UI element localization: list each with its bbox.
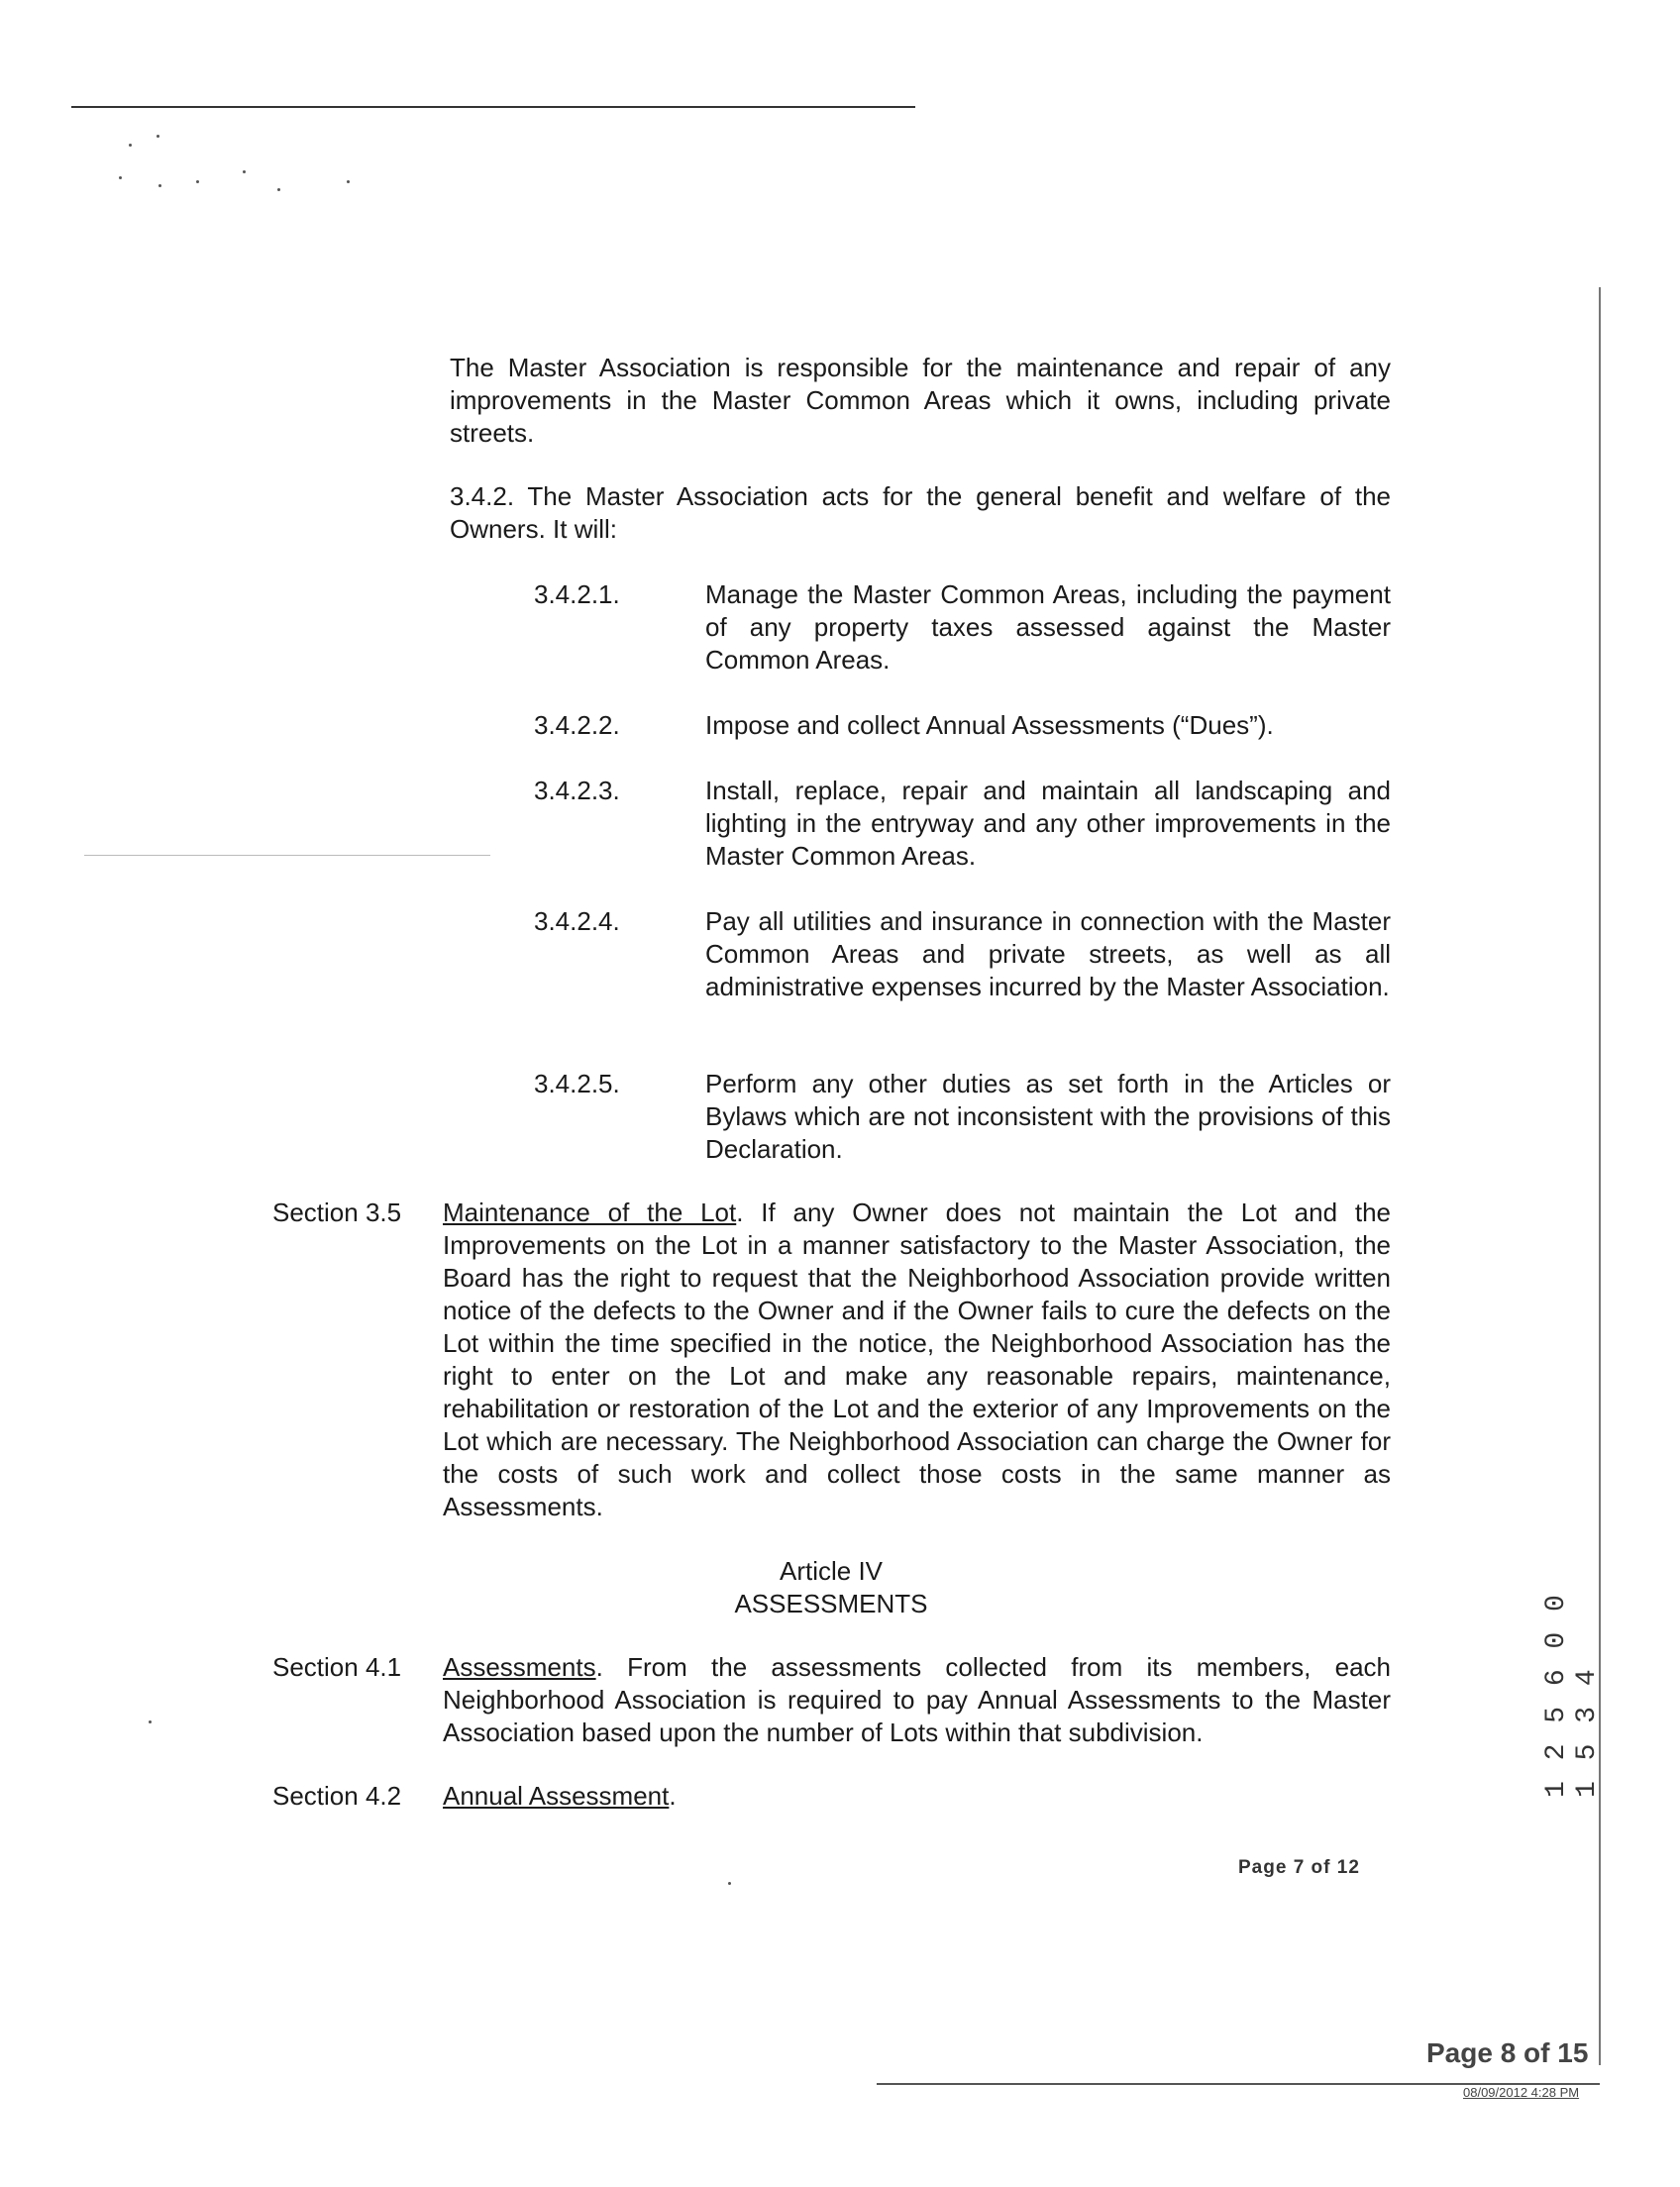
section-4-1-heading: Assessments: [443, 1652, 596, 1682]
section-4-2-label: Section 4.2: [272, 1781, 402, 1811]
scan-speck: [243, 170, 246, 173]
item-number: 3.4.2.2.: [534, 710, 620, 740]
item-number: 3.4.2.4.: [534, 906, 620, 936]
section-4-1-text: . From the assessments collected from its members, each Neighborhood Association is required to pay Annual Assessments to the Master Association based upon the number of Lots within that subdivision.: [443, 1652, 1391, 1747]
right-margin-rule: [1599, 287, 1601, 2065]
scan-speck: [196, 180, 199, 183]
item-text: Pay all utilities and insurance in connection with the Master Common Areas and private streets, as well as all administrative expenses incurred by the Master Association.: [705, 906, 1391, 1001]
article-title: ASSESSMENTS: [734, 1589, 928, 1618]
section-4-1-body: [443, 1651, 1391, 1749]
section-4-1-label: Section 4.1: [272, 1652, 402, 1682]
stamp-page-number: Page 8 of 15: [1426, 2037, 1589, 2068]
item-number: 3.4.2.5.: [534, 1069, 620, 1098]
section-3-5-label: Section 3.5: [272, 1198, 402, 1227]
scan-speck: [157, 135, 159, 138]
scan-speck: [728, 1882, 731, 1885]
recording-number: 1 2 5 6 0 0 1 5 3 4: [1541, 1593, 1603, 1798]
scan-speck: [129, 144, 132, 147]
scan-speck: [277, 188, 280, 191]
article-number: Article IV: [779, 1556, 884, 1586]
section-3-5-text: . If any Owner does not maintain the Lot and the Improvements on the Lot in a manner satisfactory to the Master Association, the Board has the right to request that the Neighborhood Association provide written notice of the defects to the Owner and if the Owner fails to cure the defects on the Lot within the time specified in the notice, the Neighborhood Association has the right to enter on the Lot and make any reasonable repairs, maintenance, rehabilitation or restoration of the Lot and the exterior of any Improvements on the Lot which are necessary. The Neighborhood Association can charge the Owner for the costs of such work and collect those costs in the same manner as Assessments.: [443, 1198, 1391, 1521]
section-3-5-body: [443, 1197, 1391, 1523]
section-4-2-text: .: [669, 1781, 677, 1811]
top-rule: [71, 106, 915, 108]
item-number: 3.4.2.1.: [534, 579, 620, 609]
item-text: Manage the Master Common Areas, including the payment of any property taxes assessed against the Master Common Areas.: [705, 579, 1391, 675]
item-text: Perform any other duties as set forth in the Articles or Bylaws which are not inconsistent with the provisions of this Declaration.: [705, 1069, 1391, 1164]
scan-speck: [158, 184, 161, 187]
section-4-2-heading: Annual Assessment: [443, 1781, 670, 1811]
item-text: Install, replace, repair and maintain all landscaping and lighting in the entryway and any other improvements in the Master Common Areas.: [705, 776, 1391, 871]
clause-3-4-2: 3.4.2. The Master Association acts for the general benefit and welfare of the Owners. It will:: [450, 481, 1391, 544]
section-3-5-heading: Maintenance of the Lot: [443, 1198, 737, 1227]
stamp-date: 08/09/2012 4:28 PM: [1463, 2085, 1580, 2100]
section-4-2-body: [443, 1780, 1391, 1813]
item-number: 3.4.2.3.: [534, 776, 620, 805]
intro-paragraph: The Master Association is responsible for the maintenance and repair of any improvements in the Master Common Areas which it owns, including private streets.: [450, 353, 1391, 448]
scan-speck: [149, 1720, 152, 1723]
page-number: Page 7 of 12: [1238, 1857, 1360, 1878]
scan-speck: [347, 180, 350, 183]
margin-dash-line: [84, 855, 490, 856]
scan-speck: [119, 176, 122, 179]
item-text: Impose and collect Annual Assessments (“Dues”).: [705, 710, 1274, 740]
